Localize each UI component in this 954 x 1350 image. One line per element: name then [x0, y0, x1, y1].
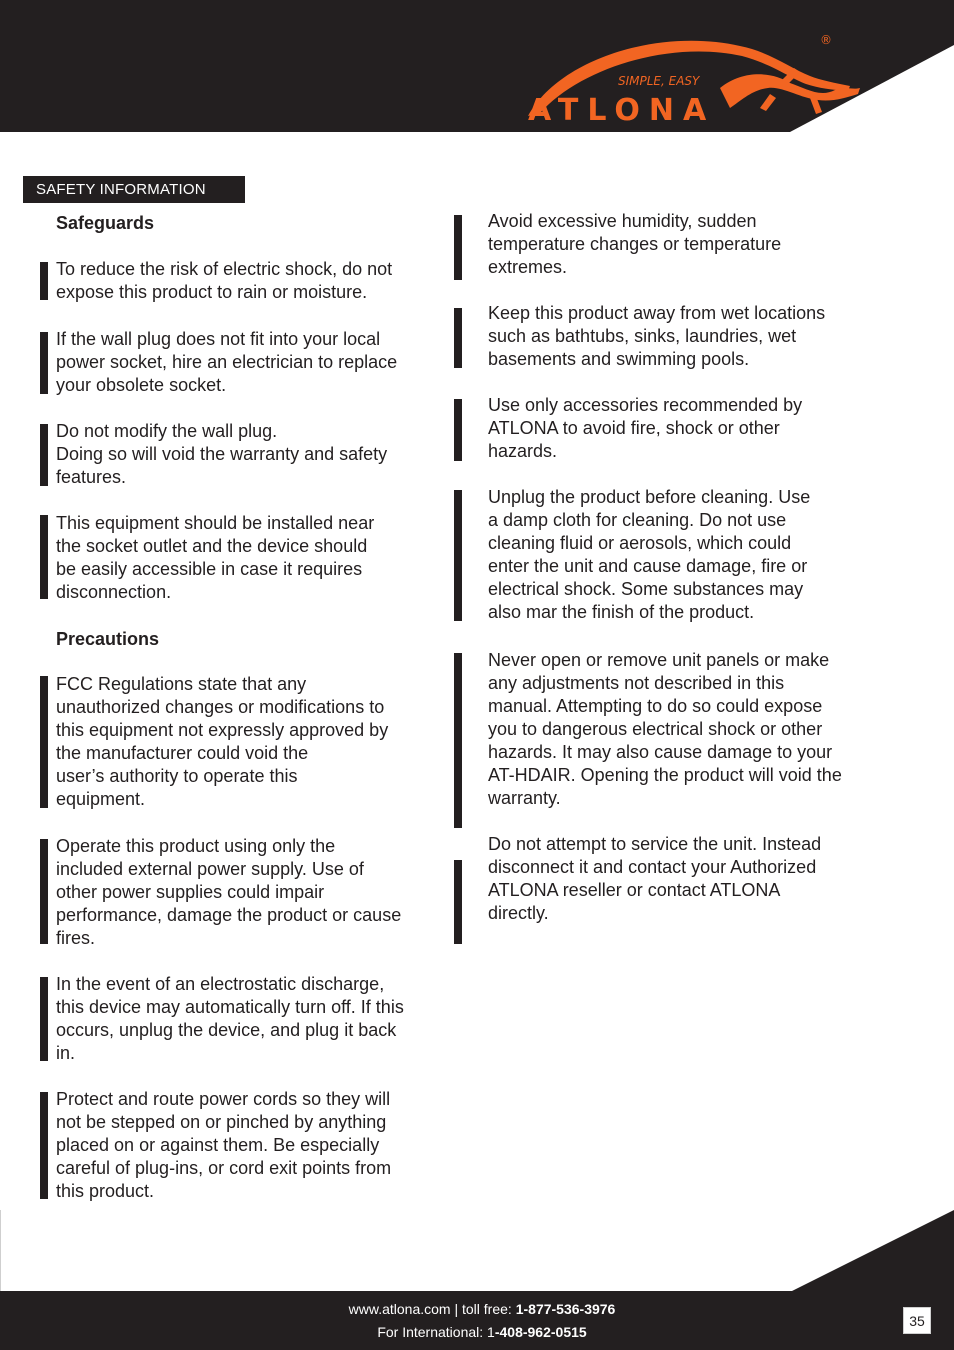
- bullet-bar: [40, 1092, 48, 1199]
- toll-free-number: 1-877-536-3976: [515, 1301, 616, 1317]
- bullet-bar: [454, 308, 462, 368]
- website-link[interactable]: www.atlona.com: [348, 1301, 451, 1317]
- footer-separator: | toll free:: [450, 1301, 516, 1317]
- atlona-logo: [520, 28, 865, 128]
- registered-mark: ®: [820, 33, 832, 47]
- precaution-text: Use only accessories recommended by ATLONA to avoid fire, shock or other hazards.: [488, 395, 803, 461]
- bullet-bar: [454, 399, 462, 461]
- precaution-text: Protect and route power cords so they will not be stepped on or pinched by anything placed on or against them. Be especially careful of plug-ins, or cord exit points from this product.: [56, 1089, 392, 1201]
- bullet-bar: [40, 977, 48, 1061]
- footer-international-line: [0, 1323, 954, 1341]
- precaution-text: Avoid excessive humidity, sudden temperature changes or temperature extremes.: [488, 211, 782, 277]
- bullet-bar: [40, 515, 48, 599]
- page-header: [0, 0, 954, 132]
- precaution-text: Unplug the product before cleaning. Use a damp cloth for cleaning. Do not use cleaning fluid or aerosols, which could enter the unit and cause damage, fire or electrical shock. Some substances may also mar the finish of the product.: [488, 487, 811, 622]
- footer-corner-shape: [0, 1210, 954, 1292]
- safeguard-text: If the wall plug does not fit into your local power socket, hire an electrician to replace your obsolete socket.: [56, 329, 398, 395]
- precaution-text: Never open or remove unit panels or make any adjustments not described in this manual. Attempting to do so could expose you to dangerous electrical shock or other hazards. It may also cause damage to your AT-HDAIR. Opening the product will void the warranty.: [488, 650, 842, 808]
- bullet-bar: [454, 653, 462, 828]
- bullet-bar: [40, 424, 48, 486]
- brand-wordmark: ATLONA: [528, 93, 716, 128]
- bullet-bar: [40, 332, 48, 394]
- precaution-text: In the event of an electrostatic discharge, this device may automatically turn off. If this occurs, unplug the device, and plug it back in.: [56, 974, 404, 1063]
- safeguard-text: This equipment should be installed near the socket outlet and the device should be easily accessible in case it requires disconnection.: [56, 513, 375, 602]
- safeguard-text: Do not modify the wall plug. Doing so will void the warranty and safety features.: [56, 421, 388, 487]
- section-title: SAFETY INFORMATION: [23, 176, 245, 203]
- intl-label: For International: 1: [377, 1324, 495, 1340]
- tagline: SIMPLE, EASY: [618, 74, 700, 88]
- intl-number: -408-962-0515: [494, 1324, 587, 1340]
- page-footer: [0, 1291, 954, 1350]
- safeguard-text: To reduce the risk of electric shock, do not expose this product to rain or moisture.: [56, 259, 393, 302]
- heading-precautions: Precautions: [56, 629, 160, 649]
- page-number: 35: [903, 1307, 931, 1334]
- bullet-bar: [454, 490, 462, 621]
- bullet-bar: [454, 860, 462, 944]
- bullet-bar: [40, 839, 48, 944]
- footer-contact-line: [0, 1300, 954, 1318]
- heading-safeguards: Safeguards: [56, 213, 155, 233]
- precaution-text: FCC Regulations state that any unauthorized changes or modifications to this equipment not expressly approved by the manufacturer could void the user’s authority to operate this equipment.: [56, 674, 389, 809]
- precaution-text: Do not attempt to service the unit. Instead disconnect it and contact your Authorized ATLONA reseller or contact ATLONA directly.: [488, 834, 822, 923]
- precaution-text: Operate this product using only the included external power supply. Use of other power supplies could impair performance, damage the product or cause fires.: [56, 836, 402, 948]
- bullet-bar: [40, 262, 48, 300]
- precaution-text: Keep this product away from wet locations such as bathtubs, sinks, laundries, wet basements and swimming pools.: [488, 303, 826, 369]
- bullet-bar: [454, 215, 462, 280]
- bullet-bar: [40, 676, 48, 808]
